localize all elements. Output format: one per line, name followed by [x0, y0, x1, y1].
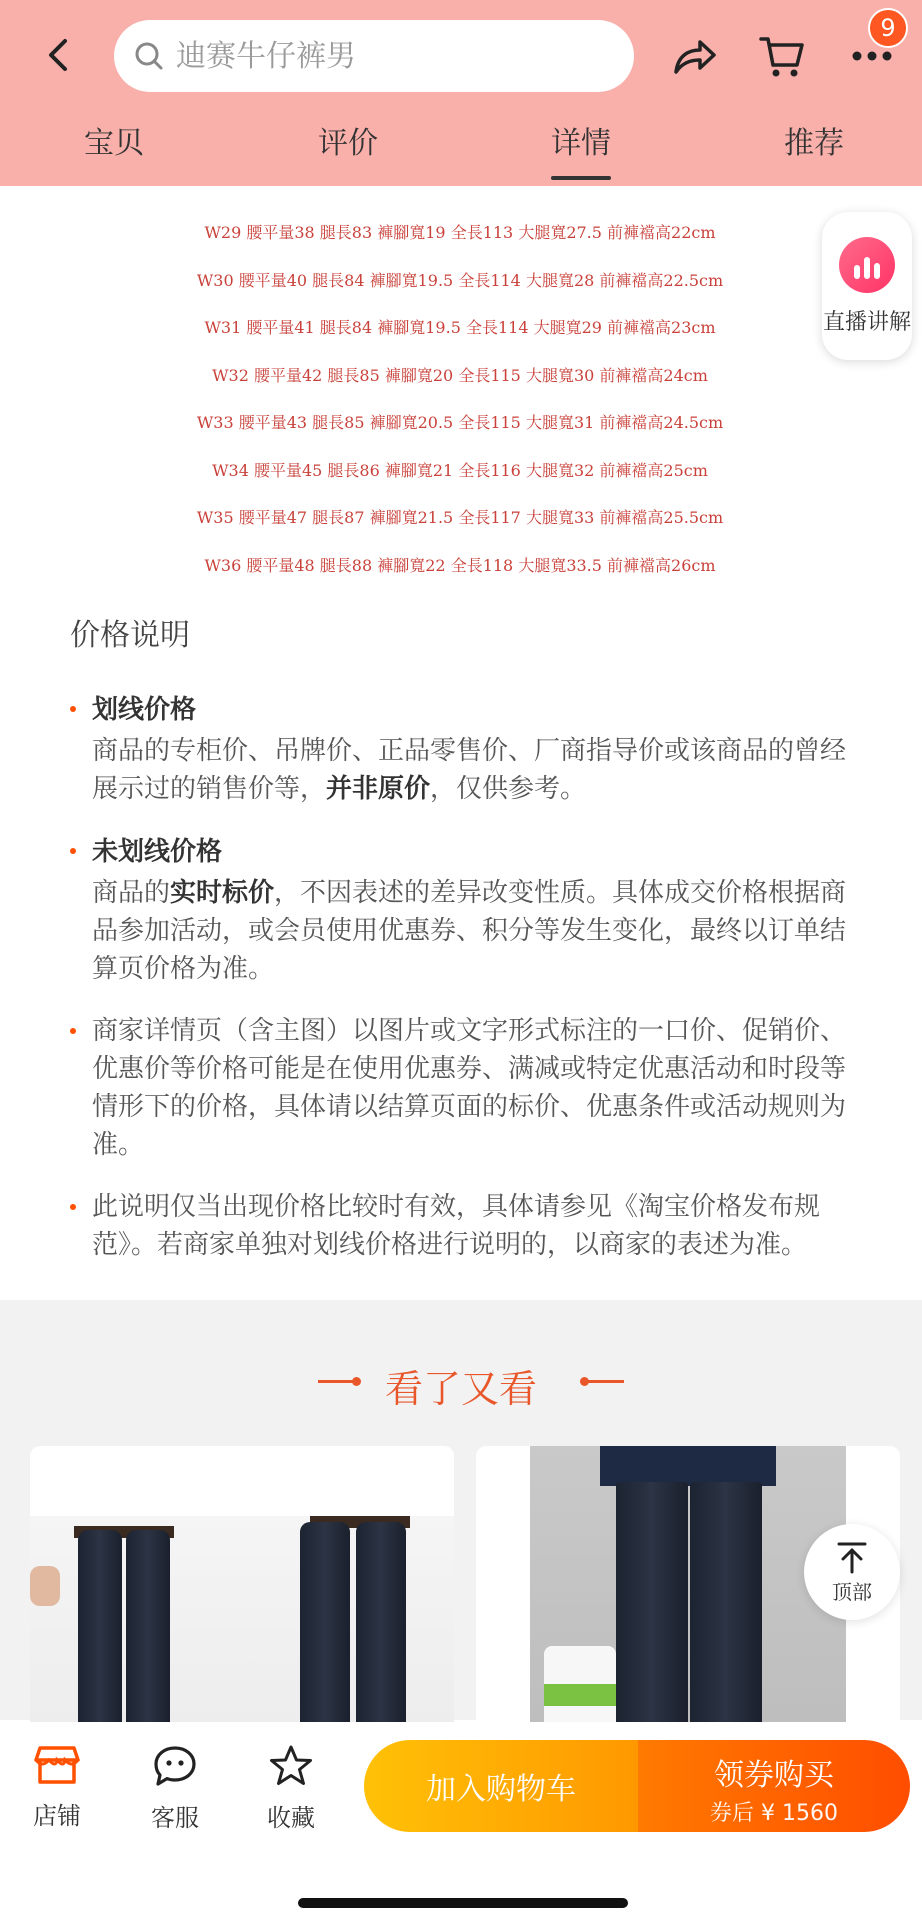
size-row-w29: W29 腰平量38 腿長83 褲腳寬19 全長113 大腿寬27.5 前褲襠高22cm: [204, 223, 716, 242]
add-to-cart-button[interactable]: 加入购物车: [364, 1740, 638, 1832]
chevron-left-icon: [45, 35, 71, 75]
chat-bubble-icon: [152, 1744, 198, 1788]
price-heading: 价格说明: [70, 618, 190, 653]
size-row-w35: W35 腰平量47 腿長87 褲腳寬21.5 全長117 大腿寬33 前褲襠高25.5cm: [196, 508, 724, 527]
tab-reviews[interactable]: 评价: [318, 126, 378, 161]
product-image: [530, 1446, 846, 1746]
live-bars-icon: [839, 237, 895, 293]
product-card[interactable]: [30, 1446, 454, 1746]
price-item-text: 商品的专柜价、吊牌价、正品零售价、厂商指导价或该商品的曾经展示过的销售价等，并非原价，仅供参考。: [92, 736, 847, 804]
bottom-action-bar: [0, 1722, 922, 1920]
live-explain-label: 直播讲解: [822, 309, 911, 335]
tab-bar: [0, 118, 922, 182]
product-image: [30, 1516, 454, 1746]
cart-icon: [757, 31, 807, 81]
size-row-w32: W32 腰平量42 腿長85 褲腳寬20 全長115 大腿寬30 前褲襠高24cm: [212, 365, 708, 385]
share-icon: [670, 34, 718, 78]
search-bar[interactable]: [114, 20, 634, 92]
arrow-up-icon: [835, 1540, 869, 1574]
price-item-title: 未划线价格: [92, 837, 223, 867]
star-icon: [268, 1744, 314, 1788]
price-item-promo: [70, 1012, 860, 1164]
size-row-w33: W33 腰平量43 腿長85 褲腳寬20.5 全長115 大腿寬31 前褲襠高24.5cm: [196, 413, 724, 432]
share-button[interactable]: [664, 26, 724, 86]
favorite-label: 收藏: [267, 1804, 315, 1832]
price-item-note: [70, 1188, 860, 1264]
search-input[interactable]: [176, 39, 606, 74]
price-item-text: 此说明仅当出现价格比较时有效，具体请参见《淘宝价格发布规范》。若商家单独对划线价格进行说明的，以商家的表述为准。: [92, 1192, 821, 1260]
price-item-strikethrough: [70, 690, 860, 808]
recommend-section: [0, 1300, 922, 1720]
price-item-text: 商家详情页（含主图）以图片或文字形式标注的一口价、促销价、优惠价等价格可能是在使用优惠券、满减或特定优惠活动和时段等情形下的价格，具体请以结算页面的标价、优惠条件或活动规则为准。: [92, 1016, 847, 1160]
store-label: 店铺: [33, 1802, 81, 1830]
price-explanation: [70, 610, 860, 1288]
coupon-buy-label: 领券购买: [714, 1758, 834, 1793]
recommend-title: 看了又看: [384, 1367, 537, 1411]
size-row-w36: W36 腰平量48 腿長88 褲腳寬22 全長118 大腿寬33.5 前褲襠高26cm: [204, 555, 716, 575]
cart-count-badge: 9: [868, 8, 908, 48]
size-chart-image: [160, 218, 760, 598]
more-dots-icon: [850, 49, 894, 63]
back-button[interactable]: [36, 30, 80, 80]
customer-service-label: 客服: [151, 1804, 199, 1832]
back-to-top-button[interactable]: [804, 1524, 900, 1620]
favorite-button[interactable]: [246, 1744, 336, 1833]
tab-details[interactable]: 详情: [551, 118, 611, 174]
store-button[interactable]: [12, 1744, 102, 1831]
size-row-w34: W34 腰平量45 腿長86 褲腳寬21 全長116 大腿寬32 前褲襠高25cm: [212, 460, 708, 480]
back-to-top-label: 顶部: [832, 1579, 872, 1604]
size-row-w31: W31 腰平量41 腿長84 褲腳寬19.5 全長114 大腿寬29 前褲襠高23cm: [204, 318, 716, 337]
tab-item[interactable]: 宝贝: [84, 126, 144, 161]
coupon-buy-button[interactable]: [638, 1740, 910, 1832]
size-row-w30: W30 腰平量40 腿長84 褲腳寬19.5 全長114 大腿寬28 前褲襠高22.5cm: [196, 270, 724, 290]
title-deco-line-right: [584, 1380, 624, 1383]
live-explain-button[interactable]: [822, 212, 912, 360]
home-indicator: [298, 1898, 628, 1908]
header-bar: [0, 0, 922, 186]
price-after-coupon: 券后 ¥ 1560: [710, 1801, 838, 1826]
price-item-text: 商品的实时标价，不因表述的差异改变性质。具体成交价格根据商品参加活动，或会员使用优惠券、积分等发生变化，最终以订单结算页价格为准。: [92, 878, 847, 984]
price-item-title: 划线价格: [92, 695, 197, 725]
store-icon: [34, 1744, 80, 1786]
customer-service-button[interactable]: [130, 1744, 220, 1833]
tab-recommend[interactable]: 推荐: [784, 126, 844, 161]
cart-button[interactable]: [752, 26, 812, 86]
search-icon: [134, 41, 164, 71]
price-item-non-strikethrough: [70, 832, 860, 988]
